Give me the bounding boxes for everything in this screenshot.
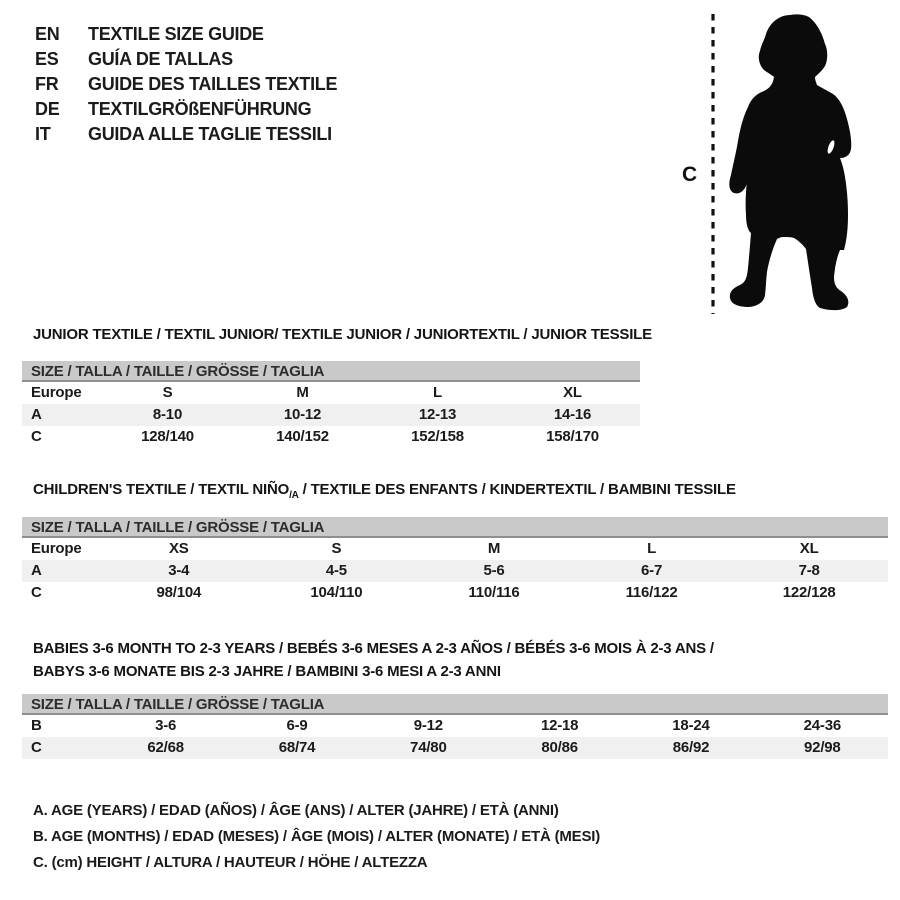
table-row [22, 382, 640, 404]
language-row [35, 97, 337, 122]
language-label: TEXTILE SIZE GUIDE [88, 24, 264, 44]
table-cell: S [331, 540, 342, 557]
row-label: Europe [31, 384, 82, 401]
table-cell: 12-13 [418, 406, 457, 423]
language-label: TEXTILGRÖßENFÜHRUNG [88, 99, 312, 119]
language-code: ES [35, 49, 59, 69]
language-label: GUÍA DE TALLAS [88, 49, 233, 69]
legend [33, 798, 600, 876]
table-cell: 74/80 [410, 739, 447, 756]
table-cell: 104/110 [310, 584, 363, 601]
child-silhouette-svg [660, 0, 900, 320]
table-cell: 24-36 [803, 717, 841, 734]
table-cell: 14-16 [553, 406, 592, 423]
table-row [22, 715, 888, 737]
table-cell: XS [168, 540, 189, 557]
row-label: A [31, 562, 42, 579]
child-silhouette [729, 14, 851, 310]
table-title-bar: SIZE / TALLA / TAILLE / GRÖSSE / TAGLIA [22, 361, 640, 382]
table-cell: 9-12 [413, 717, 443, 734]
legend-line-b: B. AGE (MONTHS) / EDAD (MESES) / ÂGE (MOIS) / ALTER (MONATE) / ETÀ (MESI) [33, 828, 601, 845]
figure-height-label: C [682, 163, 698, 186]
child-silhouette-figure [660, 0, 900, 320]
table-cell: 6-7 [641, 562, 663, 579]
children-heading-text: / TEXTILE DES ENFANTS / KINDERTEXTIL / BAMBINI TESSILE [298, 481, 736, 498]
table-cell: 62/68 [147, 739, 184, 756]
row-label: Europe [31, 540, 82, 557]
table-cell: S [162, 384, 173, 401]
language-list [35, 22, 337, 147]
table-cell: 110/116 [468, 584, 520, 601]
table-cell: M [487, 540, 501, 557]
language-code: FR [35, 74, 59, 94]
children-heading-text: CHILDREN'S TEXTILE / TEXTIL NIÑO [33, 481, 290, 498]
section-heading-babies [33, 637, 714, 683]
table-cell: L [647, 540, 657, 557]
table-cell: 12-18 [540, 717, 579, 734]
table-cell: 140/152 [276, 428, 329, 445]
table-cell: 10-12 [283, 406, 322, 423]
table-row [22, 538, 888, 560]
table-row [22, 404, 640, 426]
language-label: GUIDA ALLE TAGLIE TESSILI [88, 124, 332, 144]
table-cell: 158/170 [546, 428, 599, 445]
language-row [35, 122, 337, 147]
table-cell: 7-8 [798, 562, 820, 579]
row-label: C [31, 584, 42, 601]
table-cell: 8-10 [152, 406, 183, 423]
legend-line-a: A. AGE (YEARS) / EDAD (AÑOS) / ÂGE (ANS) / ALTER (JAHRE) / ETÀ (ANNI) [33, 802, 559, 819]
table-cell: M [296, 384, 309, 401]
table-cell: 4-5 [325, 562, 347, 579]
table-cell: 80/86 [541, 739, 578, 756]
babies-heading-line1: BABIES 3-6 MONTH TO 2-3 YEARS / BEBÉS 3-6 MESES A 2-3 AÑOS / BÉBÉS 3-6 MOIS À 2-3 ANS / [33, 640, 714, 657]
table-cell: XL [799, 540, 819, 557]
table-cell: XL [563, 384, 582, 401]
language-code: DE [35, 99, 60, 119]
row-label: C [31, 428, 42, 445]
language-row [35, 47, 337, 72]
table-cell: 128/140 [141, 428, 194, 445]
table-cell: 6-9 [286, 717, 308, 734]
row-label: A [31, 406, 42, 423]
language-row [35, 72, 337, 97]
junior-size-table [22, 361, 640, 448]
legend-line-c: C. (cm) HEIGHT / ALTURA / HAUTEUR / HÖHE / ALTEZZA [33, 854, 428, 871]
table-row [22, 560, 888, 582]
table-title-bar: SIZE / TALLA / TAILLE / GRÖSSE / TAGLIA [22, 517, 888, 538]
table-cell: 3-6 [155, 717, 177, 734]
table-row [22, 737, 888, 759]
table-cell: 98/104 [156, 584, 202, 601]
babies-size-table [22, 694, 888, 759]
children-heading-subscript: /A [289, 490, 299, 501]
table-title-bar: SIZE / TALLA / TAILLE / GRÖSSE / TAGLIA [22, 694, 888, 715]
row-label: B [31, 717, 42, 734]
language-row [35, 22, 337, 47]
table-cell: 116/122 [625, 584, 678, 601]
language-label: GUIDE DES TAILLES TEXTILE [88, 74, 338, 94]
table-cell: 18-24 [672, 717, 710, 734]
table-cell: L [433, 384, 442, 401]
section-heading-junior: JUNIOR TEXTILE / TEXTIL JUNIOR/ TEXTILE JUNIOR / JUNIORTEXTIL / JUNIOR TESSILE [33, 326, 652, 343]
table-row [22, 426, 640, 448]
children-size-table [22, 517, 888, 604]
language-code: IT [35, 124, 51, 144]
row-label: C [31, 739, 42, 756]
section-heading-children [33, 481, 736, 501]
table-cell: 68/74 [278, 739, 316, 756]
table-cell: 92/98 [804, 739, 841, 756]
table-cell: 152/158 [411, 428, 464, 445]
table-cell: 3-4 [168, 562, 190, 579]
table-cell: 5-6 [483, 562, 505, 579]
babies-heading-line2: BABYS 3-6 MONATE BIS 2-3 JAHRE / BAMBINI 3-6 MESI A 2-3 ANNI [33, 663, 501, 680]
language-code: EN [35, 24, 60, 44]
table-cell: 122/128 [782, 584, 836, 601]
table-cell: 86/92 [672, 739, 710, 756]
table-row [22, 582, 888, 604]
